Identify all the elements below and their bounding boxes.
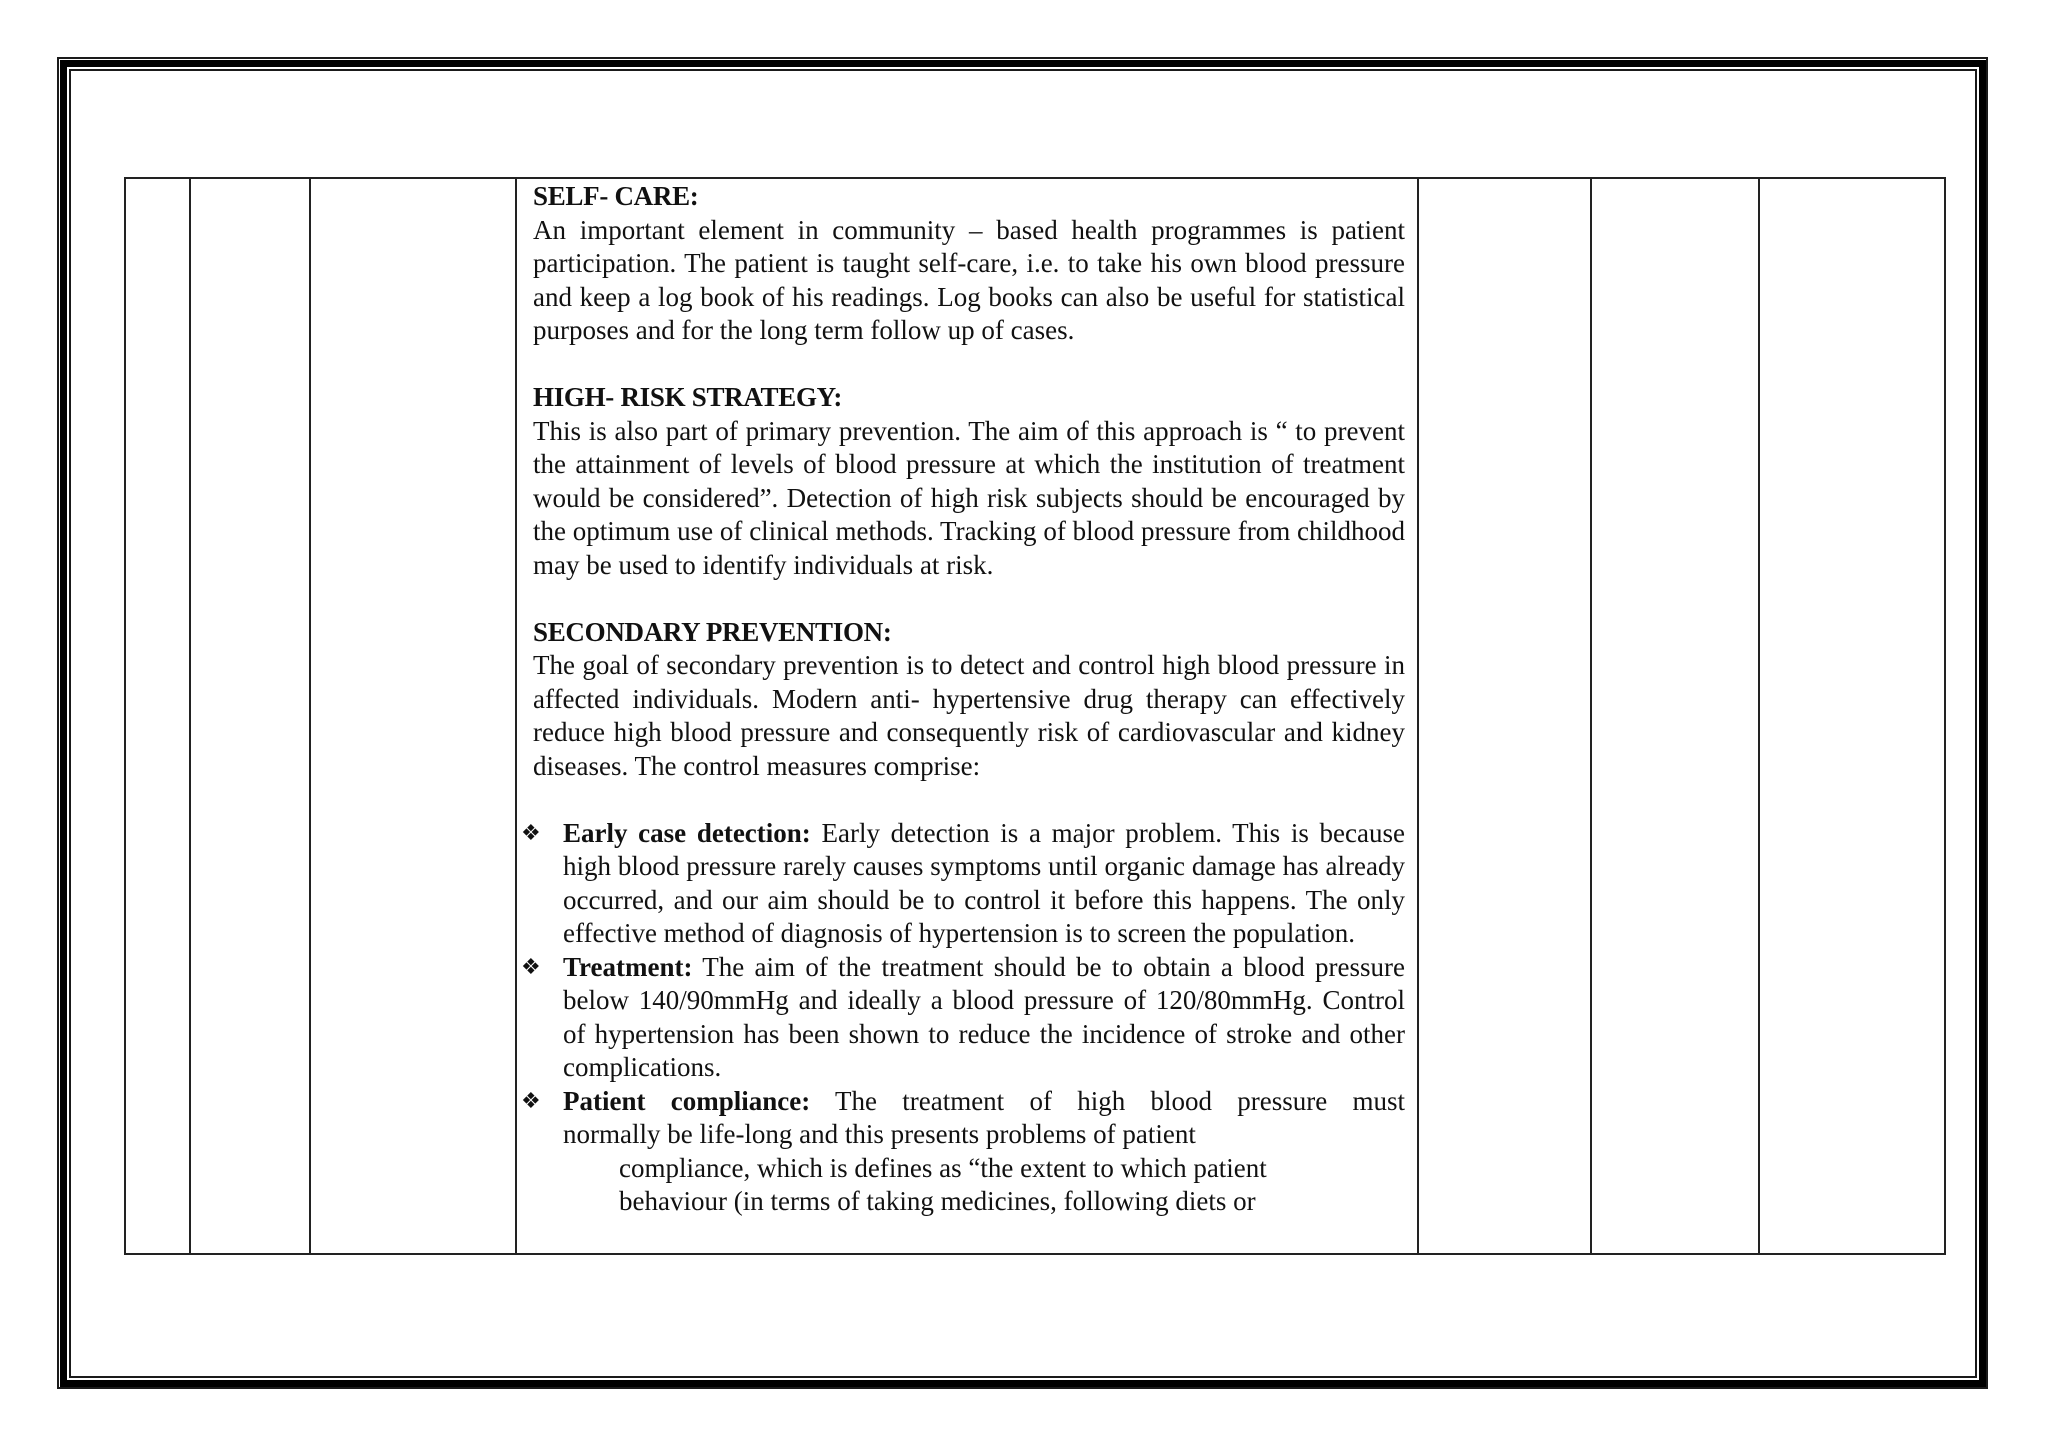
section-heading: SECONDARY PREVENTION:: [533, 616, 892, 647]
section-body: This is also part of primary prevention. The aim of this approach is “ to prevent the attainment of levels of blood pressure at which the institution of treatment would be considered”. Detection of high risk subjects should be encouraged by the optimum use of clinical methods. Tracking of blood pressure from childhood may be used to identify individuals at risk.: [533, 415, 1405, 580]
bullet-term: Early case detection:: [563, 817, 811, 848]
four-diamond-bullet-icon: ❖: [521, 820, 541, 846]
spacer: [533, 783, 1405, 817]
table-cell-empty-3: [311, 179, 515, 1253]
table-cell-empty-6: [1592, 179, 1758, 1253]
section-high-risk-strategy: [533, 381, 1405, 582]
section-body: The goal of secondary prevention is to detect and control high blood pressure in affected individuals. Modern anti- hypertensive drug therapy can effectively reduce high blood pressure and consequently risk of cardiovascular and kidney diseases. The control measures comprise:: [533, 650, 1405, 781]
bullet-text: The treatment of high blood pressure must: [810, 1085, 1405, 1116]
bullet-continuation: behaviour (in terms of taking medicines, following diets or: [619, 1186, 1256, 1216]
section-body: An important element in community – based health programmes is patient participation. The patient is taught self-care, i.e. to take his own blood pressure and keep a log book of his readings. Log books can also be useful for statistical purposes and for the long term follow up of cases.: [533, 214, 1405, 345]
column-divider: [515, 177, 517, 1255]
section-self-care: [533, 180, 1405, 348]
table-cell-empty-1: [126, 179, 189, 1253]
bullet-text-line-2: normally be life-long and this presents problems of patient: [563, 1119, 1196, 1149]
four-diamond-bullet-icon: ❖: [521, 1088, 541, 1114]
bullet-treatment: [521, 951, 1405, 1085]
bullet-text: The aim of the treatment should be to obtain a blood pressure below 140/90mmHg and ideally a blood pressure of 120/80mmHg. Control of hypertension has been shown to reduce the incidence of stroke and other complications.: [563, 951, 1405, 1082]
spacer: [533, 348, 1405, 382]
table-cell-empty-7: [1760, 179, 1944, 1253]
table-cell-content: [521, 180, 1405, 1219]
section-heading: SELF- CARE:: [533, 181, 699, 211]
section-secondary-prevention: [533, 616, 1405, 784]
bullet-continuation: compliance, which is defines as “the extent to which patient: [619, 1152, 1267, 1183]
section-heading: HIGH- RISK STRATEGY:: [533, 382, 843, 412]
bullet-term: Treatment:: [563, 951, 693, 982]
bullet-patient-compliance: [521, 1085, 1405, 1219]
bullet-text: Early detection is a major problem. This is because high blood pressure rarely causes symptoms until organic damage has already occurred, and our aim should be to control it before this happens. The only effective method of diagnosis of hypertension is to screen the population.: [563, 817, 1405, 948]
four-diamond-bullet-icon: ❖: [521, 954, 541, 980]
bullet-term: Patient compliance:: [563, 1085, 811, 1116]
bullet-early-case-detection: [521, 817, 1405, 951]
table-cell-empty-2: [191, 179, 309, 1253]
table-cell-empty-5: [1419, 179, 1590, 1253]
spacer: [533, 582, 1405, 616]
